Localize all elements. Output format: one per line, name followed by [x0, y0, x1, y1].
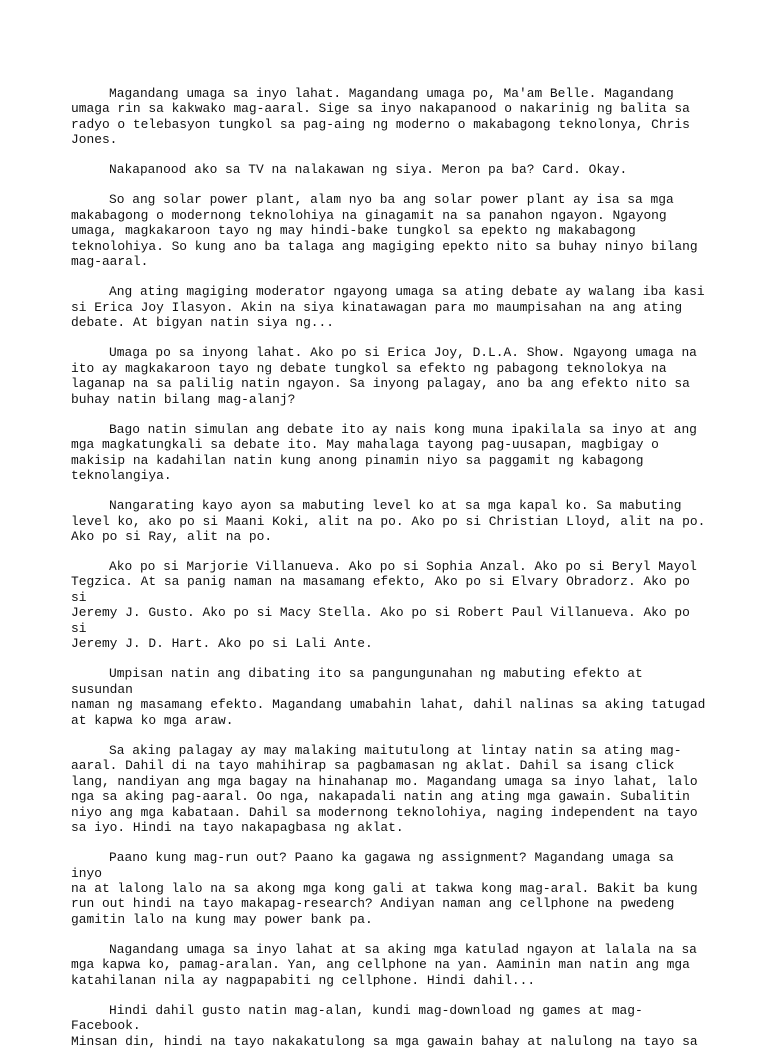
paragraph-13: Hindi dahil gusto natin mag-alan, kundi mag-download ng games at mag-Facebook. Minsan din, hindi na tayo nakakatulong sa mga gawain bahay at nalulong na tayo sa — [71, 1002, 698, 1049]
paragraph-10: Sa aking palagay ay may malaking maitutulong at lintay natin sa ating mag- aaral. Dahil di na tayo mahihirap sa pagbamasan ng aklat. Dahil sa isang click lang, nandiyan ang mga bagay na hinahanap mo. Magandang umaga sa inyo lahat, lalo nga sa aking pag-aaral. Oo nga, nakapadali natin ang ating mga gawain. Subalitin niyo ang mga kabataan. Dahil sa modernong teknolohiya, naging independent na tayo sa iyo. Hindi na tayo nakapagbasa ng aklat. — [71, 742, 698, 836]
paragraph-5: Umaga po sa inyong lahat. Ako po si Erica Joy, D.L.A. Show. Ngayong umaga na ito ay magkakaroon tayo ng debate tungkol sa efekto ng pabagong teknolokya na laganap na sa palilig natin ngayon. Sa inyong palagay, ano ba ang efekto nito sa buhay natin bilang mag-alanj? — [71, 345, 697, 407]
paragraph-1: Magandang umaga sa inyo lahat. Magandang umaga po, Ma'am Belle. Magandang umaga rin sa kakwako mag-aaral. Sige sa inyo nakapanood o nakarinig ng balita sa radyo o telebasyon tungkol sa pag-aing ng moderno o makabagong teknolonya, Chris Jones. — [71, 86, 690, 148]
paragraph-8: Ako po si Marjorie Villanueva. Ako po si Sophia Anzal. Ako po si Beryl Mayol Tegzica. At sa panig naman na masamang efekto, Ako po si Elvary Obradorz. Ako po si Jeremy J. Gusto. Ako po si Macy Stella. Ako po si Robert Paul Villanueva. Ako po si Jeremy J. D. Hart. Ako po si Lali Ante. — [71, 559, 697, 652]
document-body — [71, 86, 711, 1064]
paragraph-2: Nakapanood ako sa TV na nalakawan ng siya. Meron pa ba? Card. Okay. — [109, 162, 628, 178]
paragraph-7: Nangarating kayo ayon sa mabuting level ko at sa mga kapal ko. Sa mabuting level ko, ako po si Maani Koki, alit na po. Ako po si Christian Lloyd, alit na po. Ako po si Ray, alit na po. — [71, 498, 706, 544]
paragraph-9: Umpisan natin ang dibating ito sa pangungunahan ng mabuting efekto at susundan naman ng masamang efekto. Magandang umabahin lahat, dahil nalinas sa aking tatugad at kapwa ko mga araw. — [71, 666, 706, 728]
paragraph-6: Bago natin simulan ang debate ito ay nais kong muna ipakilala sa inyo at ang mga magkatungkali sa debate ito. May mahalaga tayong pag-uusapan, magbigay o makisip na kadahilan natin kung anong pinamin niyo sa paggamit ng kabagong teknolangiya. — [71, 421, 697, 484]
paragraph-12: Nagandang umaga sa inyo lahat at sa aking mga katulad ngayon at lalala na sa mga kapwa ko, pamag-aralan. Yan, ang cellphone na yan. Aaminin man natin ang mga katahilanan nila ay nagpapabiti ng cellphone. Hindi dahil... — [71, 941, 697, 988]
paragraph-4: Ang ating magiging moderator ngayong umaga sa ating debate ay walang iba kasi si Erica Joy Ilasyon. Akin na siya kinatawagan para mo maumpisahan na ang ating debate. At bigyan natin siya ng... — [71, 284, 705, 331]
paragraph-3: So ang solar power plant, alam nyo ba ang solar power plant ay isa sa mga makabagong o modernong teknolohiya na ginagamit na sa panahon ngayon. Ngayong umaga, magkakaroon tayo ng may hindi-bake tungkol sa epekto ng makabagong teknolohiya. So kung ano ba talaga ang magiging epekto nito sa buhay ninyo bilang mag-aaral. — [71, 192, 698, 270]
paragraph-11: Paano kung mag-run out? Paano ka gagawa ng assignment? Magandang umaga sa inyo na at lalong lalo na sa akong mga kong gali at takwa kong mag-aral. Bakit ba kung run out hindi na tayo makapag-research? Andiyan naman ang cellphone na pwedeng gamitin lalo na kung may power bank pa. — [71, 850, 698, 927]
